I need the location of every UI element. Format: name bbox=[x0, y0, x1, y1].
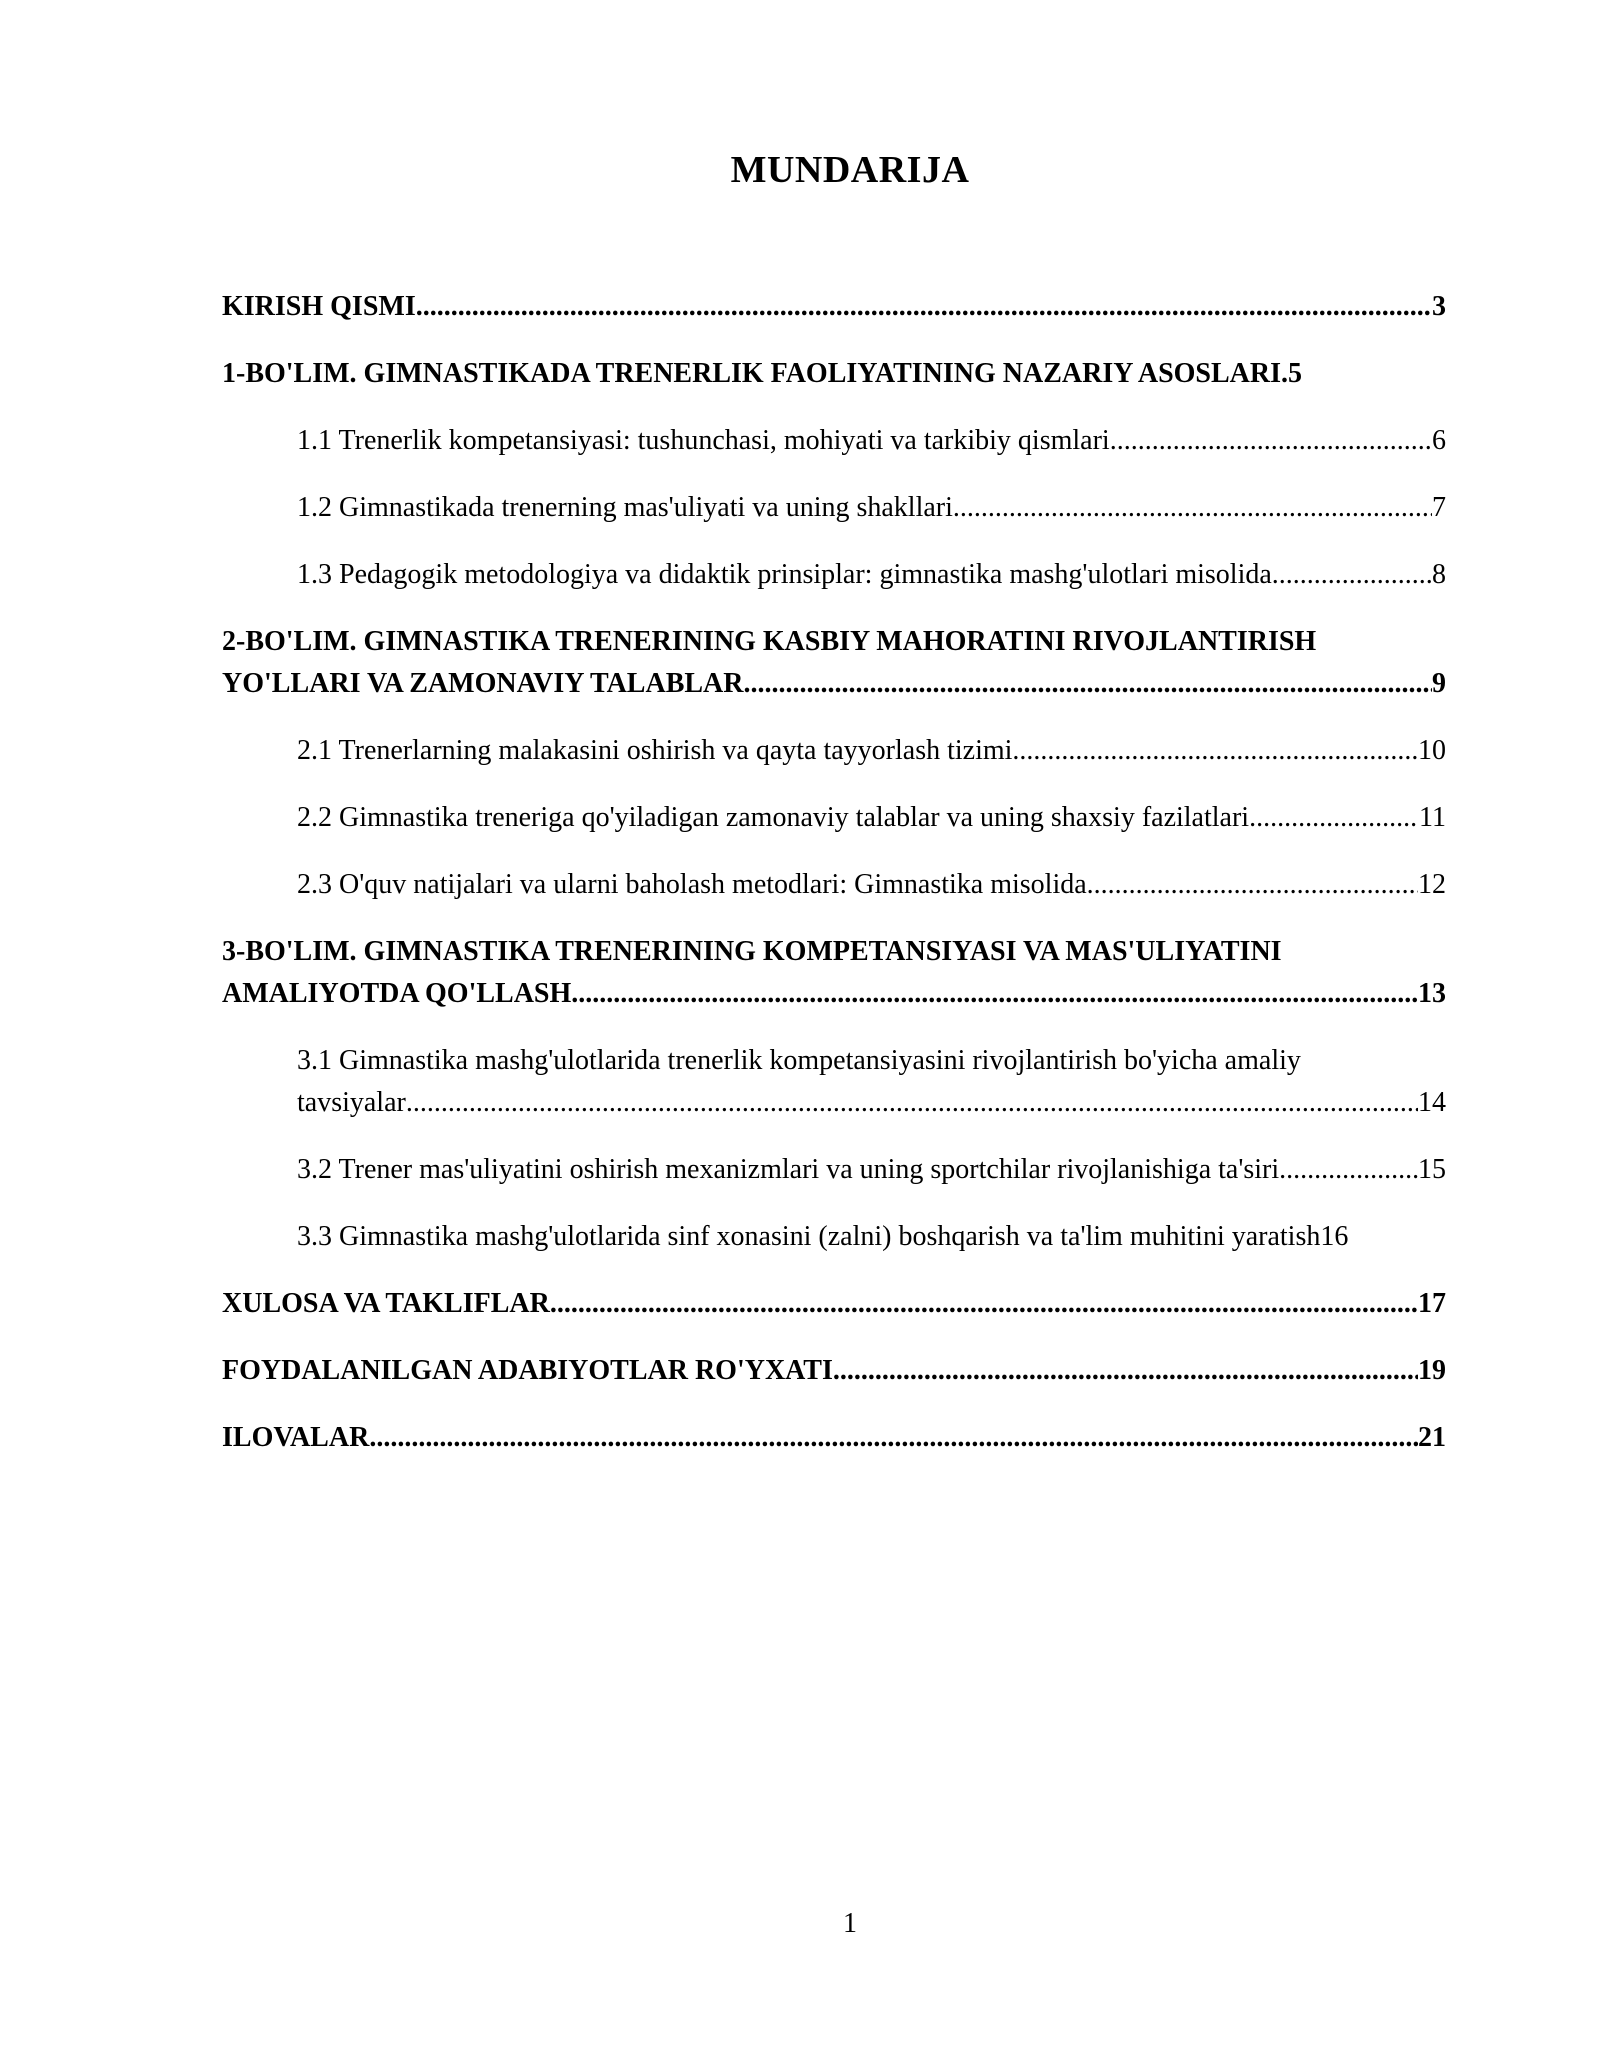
toc-entry-label-line1: 3.1 Gimnastika mashg'ulotlarida trenerlik kompetansiyasini rivojlantirish bo'yicha amaliy bbox=[297, 1045, 1301, 1076]
toc-page-number: 11 bbox=[1419, 802, 1446, 833]
dot-leader bbox=[1012, 730, 1418, 772]
toc-page-number: 17 bbox=[1418, 1288, 1446, 1319]
toc-page-number: 19 bbox=[1418, 1355, 1446, 1386]
dot-leader bbox=[550, 1283, 1418, 1325]
toc-entry-label: 1.1 Trenerlik kompetansiyasi: tushunchasi, mohiyati va tarkibiy qismlari bbox=[297, 425, 1110, 456]
toc-entry-label: XULOSA VA TAKLIFLAR bbox=[222, 1288, 550, 1319]
toc-page-number: 7 bbox=[1432, 492, 1446, 523]
toc-page-number: 9 bbox=[1432, 668, 1446, 699]
toc-entry-label-line2: YO'LLARI VA ZAMONAVIY TALABLAR bbox=[222, 668, 744, 699]
toc-entry-kirish[interactable] bbox=[222, 286, 1446, 328]
toc-entry-bolim-3[interactable] bbox=[222, 931, 1446, 1015]
toc-entry-2-3[interactable] bbox=[222, 864, 1446, 906]
toc-entry-label: 2.3 O'quv natijalari va ularni baholash metodlari: Gimnastika misolida bbox=[297, 869, 1087, 900]
dot-leader bbox=[953, 487, 1432, 529]
dot-leader bbox=[369, 1417, 1418, 1459]
dot-leader bbox=[1279, 1149, 1418, 1191]
toc-page-number: 10 bbox=[1418, 735, 1446, 766]
toc-page-number: 12 bbox=[1418, 869, 1446, 900]
toc-entry-label-line1: 2-BO'LIM. GIMNASTIKA TRENERINING KASBIY MAHORATINI RIVOJLANTIRISH bbox=[222, 626, 1317, 657]
toc-entry-label: 1.2 Gimnastikada trenerning mas'uliyati va uning shakllari bbox=[297, 492, 953, 523]
dot-leader bbox=[833, 1350, 1418, 1392]
toc-entry-label: KIRISH QISMI bbox=[222, 291, 416, 322]
toc-page-number: 14 bbox=[1418, 1087, 1446, 1118]
toc-page-number: 5 bbox=[1288, 358, 1303, 389]
dot-leader bbox=[571, 973, 1418, 1015]
toc-entry-label-line2: AMALIYOTDA QO'LLASH bbox=[222, 978, 572, 1009]
toc-entry-xulosa[interactable] bbox=[222, 1283, 1446, 1325]
toc-entry-label: 2.2 Gimnastika treneriga qo'yiladigan zamonaviy talablar va uning shaxsiy fazilatlari bbox=[297, 802, 1250, 833]
dot-leader bbox=[1087, 864, 1418, 906]
toc-page-number: 6 bbox=[1432, 425, 1446, 456]
toc-entry-ilovalar[interactable] bbox=[222, 1417, 1446, 1459]
toc-entry-2-2[interactable] bbox=[222, 797, 1446, 839]
dot-leader bbox=[1249, 797, 1419, 839]
toc-entry-label: 3.3 Gimnastika mashg'ulotlarida sinf xonasini (zalni) boshqarish va ta'lim muhitini yaratish bbox=[297, 1221, 1321, 1252]
dot-leader bbox=[744, 663, 1433, 705]
toc-entry-bolim-1[interactable] bbox=[222, 353, 1446, 395]
toc-page-number: 8 bbox=[1432, 559, 1446, 590]
toc-entry-1-2[interactable] bbox=[222, 487, 1446, 529]
toc-entry-3-3[interactable] bbox=[222, 1216, 1446, 1258]
toc-page-number: 3 bbox=[1432, 291, 1446, 322]
toc-entry-label: FOYDALANILGAN ADABIYOTLAR RO'YXATI bbox=[222, 1355, 833, 1386]
toc-entry-label: 3.2 Trener mas'uliyatini oshirish mexanizmlari va uning sportchilar rivojlanishiga ta'siri bbox=[297, 1154, 1280, 1185]
toc-entry-3-1[interactable] bbox=[222, 1040, 1446, 1124]
toc-entry-bolim-2[interactable] bbox=[222, 621, 1446, 705]
toc-entry-label: 1.3 Pedagogik metodologiya va didaktik prinsiplar: gimnastika mashg'ulotlari misolida bbox=[297, 559, 1272, 590]
toc-page-number: 16 bbox=[1320, 1221, 1349, 1252]
toc-entry-1-3[interactable] bbox=[222, 554, 1446, 596]
toc-entry-label-line1: 3-BO'LIM. GIMNASTIKA TRENERINING KOMPETANSIYASI VA MAS'ULIYATINI bbox=[222, 936, 1282, 967]
toc-entry-label: 2.1 Trenerlarning malakasini oshirish va qayta tayyorlash tizimi bbox=[297, 735, 1013, 766]
table-of-contents bbox=[222, 286, 1446, 1459]
toc-entry-2-1[interactable] bbox=[222, 730, 1446, 772]
toc-page-number: 21 bbox=[1418, 1422, 1446, 1453]
toc-page-number: 15 bbox=[1418, 1154, 1446, 1185]
toc-entry-label: ILOVALAR bbox=[222, 1422, 370, 1453]
dot-leader bbox=[406, 1082, 1418, 1124]
toc-entry-label-line2: tavsiyalar bbox=[297, 1087, 406, 1118]
dot-leader bbox=[416, 286, 1432, 328]
toc-entry-1-1[interactable] bbox=[222, 420, 1446, 462]
toc-entry-adabiyotlar[interactable] bbox=[222, 1350, 1446, 1392]
dot-leader bbox=[1272, 554, 1432, 596]
toc-title: MUNDARIJA bbox=[730, 149, 970, 191]
toc-page-number: 13 bbox=[1418, 978, 1446, 1009]
toc-entry-3-2[interactable] bbox=[222, 1149, 1446, 1191]
page-number-footer: 1 bbox=[843, 1908, 857, 1939]
toc-entry-label: 1-BO'LIM. GIMNASTIKADA TRENERLIK FAOLIYATINING NAZARIY ASOSLARI. bbox=[222, 358, 1289, 389]
dot-leader bbox=[1110, 420, 1432, 462]
